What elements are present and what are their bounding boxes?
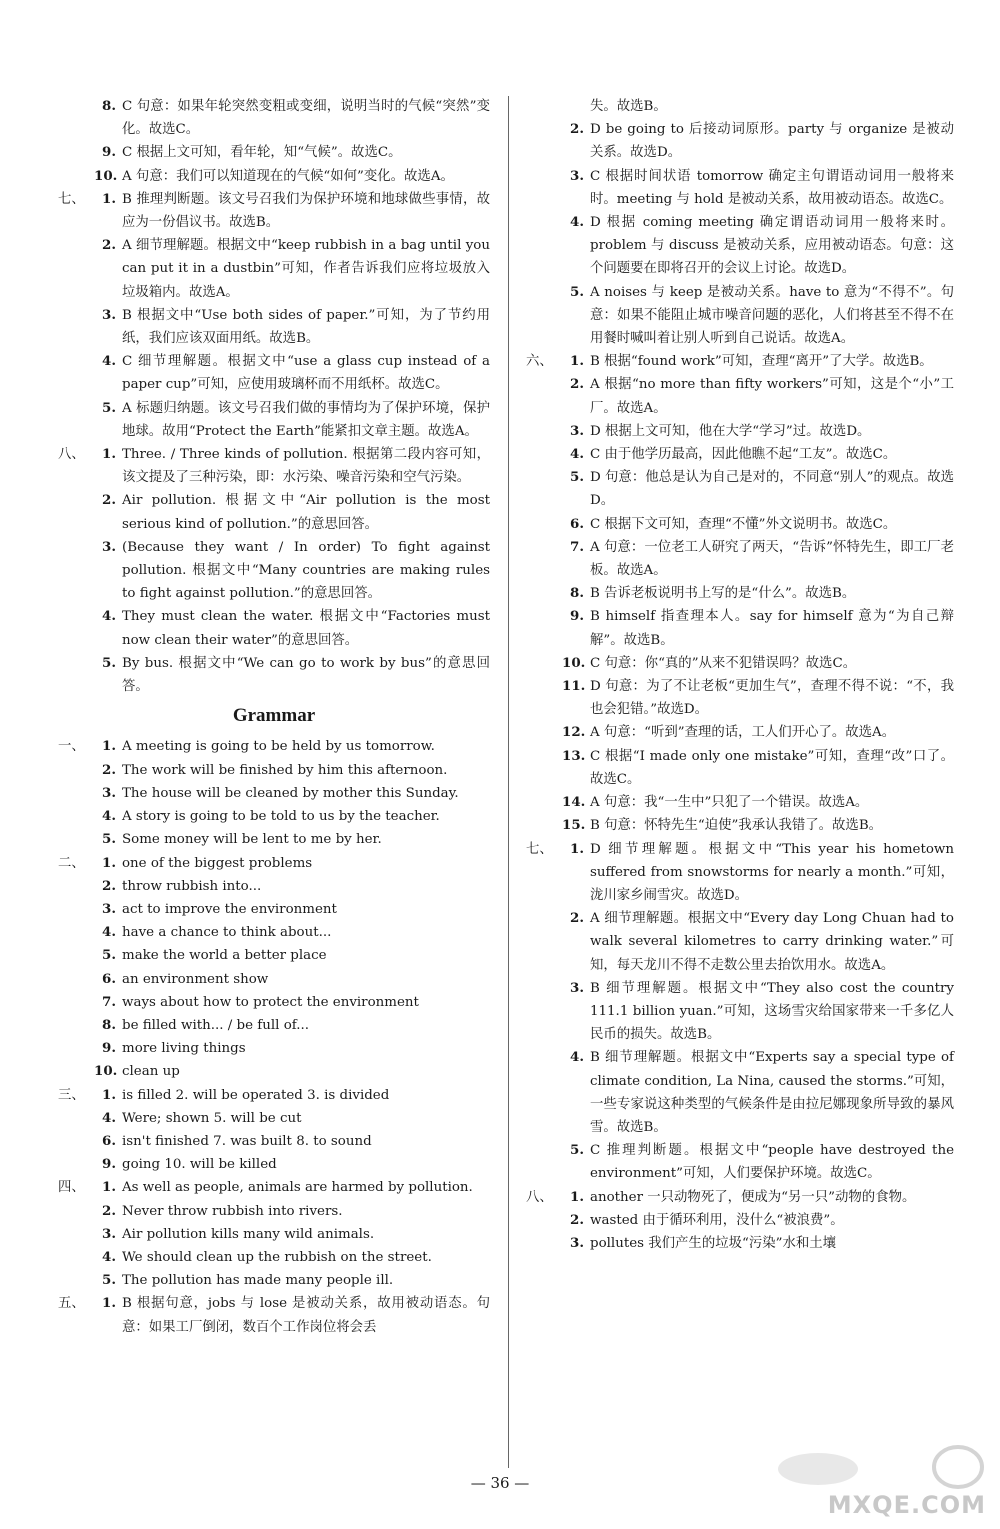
question-number: 1. <box>570 1188 584 1205</box>
question-number: 1. <box>570 353 584 370</box>
answer-item <box>526 1209 954 1232</box>
answer-text: A 标题归纳题。该文号召我们做的事情均为了保护环境，保护地球。故用“Protect the Earth”能紧扣文章主题。故选A。 <box>122 400 490 439</box>
answer-item <box>58 605 490 651</box>
question-number: 3. <box>570 167 584 184</box>
answer-item <box>526 1046 954 1139</box>
answer-text: pollutes 我们产生的垃圾“污染”水和土壤 <box>590 1235 837 1251</box>
question-number: 5. <box>102 947 116 964</box>
question-number: 9. <box>570 608 584 625</box>
answer-text: B 推理判断题。该文号召我们为保护环境和地球做些事情，故应为一份倡议书。故选B。 <box>122 191 490 231</box>
answer-item <box>58 735 490 758</box>
answer-list-grammar <box>58 735 490 1338</box>
question-number: 4. <box>102 1248 116 1265</box>
question-number: 3. <box>102 784 116 801</box>
answer-text: By bus. 根据文中“We can go to work by bus”的意思回答。 <box>122 655 490 695</box>
answer-item <box>526 536 954 582</box>
answer-item <box>526 118 954 164</box>
answer-item <box>58 921 490 944</box>
section-number: 八、 <box>58 447 85 463</box>
section-number: 二、 <box>58 855 85 871</box>
answer-item <box>58 898 490 921</box>
answer-item <box>58 188 490 234</box>
section-number: 七、 <box>526 841 553 857</box>
question-number: 1. <box>102 854 116 871</box>
question-number: 10. <box>562 654 586 671</box>
answer-text: C 根据上文可知，看年轮，知“气候”。故选C。 <box>122 145 402 161</box>
answer-text: Air pollution kills many wild animals. <box>122 1226 375 1242</box>
answer-text: A 细节理解题。根据文中“keep rubbish in a bag until you can put it in a dustbin”可知，作者告诉我们应将垃圾放入垃圾箱内。故选A。 <box>122 238 490 300</box>
answer-text: A meeting is going to be held by us tomorrow. <box>122 739 435 755</box>
section-number: 八、 <box>526 1189 553 1205</box>
answer-text: another 一只动物死了，便成为“另一只”动物的食物。 <box>590 1189 916 1205</box>
question-number: 8. <box>570 585 584 602</box>
answer-text: B 根据“found work”可知，查理“离开”了大学。故选B。 <box>590 354 933 370</box>
answer-item <box>526 1139 954 1185</box>
question-number: 14. <box>562 794 586 811</box>
answer-list-left <box>58 95 490 698</box>
answer-text: D 句意：为了不让老板“更加生气”，查理不得不说：“不，我也会犯错。”故选D。 <box>590 679 954 718</box>
question-number: 6. <box>102 970 116 987</box>
answer-text: A story is going to be told to us by the teacher. <box>122 809 440 825</box>
question-number: 2. <box>102 877 116 894</box>
answer-text: D 根据 coming meeting 确定谓语动词用一般将来时。problem 与 discuss 是被动关系，应用被动语态。句意：这个问题要在即将召开的会议上讨论。故选D。 <box>590 215 954 277</box>
continued-text: 失。故选B。 <box>590 99 667 114</box>
column-divider <box>508 96 509 1468</box>
answer-text: ways about how to protect the environment <box>122 994 419 1010</box>
answer-text: C 句意：你“真的”从来不犯错误吗？故选C。 <box>590 655 857 671</box>
left-column <box>58 95 490 1339</box>
answer-item <box>58 782 490 805</box>
question-number: 4. <box>102 353 116 370</box>
answer-text: one of the biggest problems <box>122 855 313 871</box>
answer-item <box>58 1200 490 1223</box>
answer-text: throw rubbish into... <box>122 878 262 894</box>
answer-item <box>58 165 490 188</box>
answer-text: The work will be finished by him this afternoon. <box>122 762 448 778</box>
question-number: 11. <box>562 678 586 695</box>
answer-item <box>58 944 490 967</box>
answer-item <box>58 1130 490 1153</box>
question-number: 3. <box>570 1234 584 1251</box>
answer-item <box>58 1107 490 1130</box>
question-number: 9. <box>102 1040 116 1057</box>
answer-item <box>526 838 954 908</box>
question-number: 1. <box>102 446 116 463</box>
answer-text: A 句意：“听到”查理的话，工人们开心了。故选A。 <box>590 725 896 741</box>
question-number: 6. <box>102 1132 116 1149</box>
answer-item <box>58 852 490 875</box>
answer-item <box>58 304 490 350</box>
answer-item <box>58 1014 490 1037</box>
answer-item <box>58 489 490 535</box>
answer-item <box>526 211 954 281</box>
answer-item <box>58 1176 490 1199</box>
question-number: 8. <box>102 98 116 114</box>
answer-item <box>58 350 490 396</box>
answer-text: Were; shown 5. will be cut <box>122 1110 302 1126</box>
question-number: 4. <box>570 446 584 463</box>
answer-item <box>58 397 490 443</box>
answer-text: be filled with... / be full of... <box>122 1017 310 1033</box>
question-number: 4. <box>102 1109 116 1126</box>
question-number: 5. <box>102 1272 116 1289</box>
answer-item <box>526 281 954 351</box>
answer-text: The house will be cleaned by mother this Sunday. <box>122 785 459 801</box>
answer-item <box>58 95 490 141</box>
question-number: 2. <box>102 492 116 509</box>
answer-item <box>58 805 490 828</box>
answer-item <box>526 791 954 814</box>
answer-text: The pollution has made many people ill. <box>122 1273 394 1289</box>
question-number: 5. <box>102 831 116 848</box>
question-number: 4. <box>102 924 116 941</box>
question-number: 2. <box>570 376 584 393</box>
answer-item <box>526 814 954 837</box>
answer-text: act to improve the environment <box>122 901 337 917</box>
answer-item <box>526 373 954 419</box>
answer-item <box>58 991 490 1014</box>
answer-item <box>58 234 490 304</box>
question-number: 9. <box>102 1156 116 1173</box>
answer-text: Never throw rubbish into rivers. <box>122 1203 343 1219</box>
question-number: 3. <box>570 979 584 996</box>
question-number: 2. <box>570 121 584 138</box>
answer-text: B himself 指查理本人。say for himself 意为“为自己辩解”。故选B。 <box>590 609 954 648</box>
question-number: 1. <box>570 840 584 857</box>
answer-item <box>526 1186 954 1209</box>
answer-item <box>58 1223 490 1246</box>
question-number: 1. <box>102 738 116 755</box>
question-number: 7. <box>102 993 116 1010</box>
answer-text: B 根据句意，jobs 与 lose 是被动关系，故用被动语态。句意：如果工厂倒闭，数百个工作岗位将会丢 <box>122 1296 490 1335</box>
answer-item <box>58 1246 490 1269</box>
answer-item <box>526 907 954 977</box>
answer-text: D 句意：他总是认为自己是对的，不同意“别人”的观点。故选D。 <box>590 470 954 509</box>
answer-item <box>58 652 490 698</box>
section-number: 六、 <box>526 354 553 370</box>
section-number: 三、 <box>58 1087 85 1103</box>
answer-item <box>526 675 954 721</box>
answer-item <box>526 652 954 675</box>
answer-item <box>526 350 954 373</box>
answer-text: more living things <box>122 1041 246 1057</box>
question-number: 7. <box>570 538 584 555</box>
answer-text: A 根据“no more than fifty workers”可知，这是个“小”工厂。故选A。 <box>590 377 954 416</box>
question-number: 9. <box>102 144 116 161</box>
question-number: 3. <box>102 538 116 555</box>
watermark-text: MXQE.COM <box>827 1491 986 1519</box>
answer-text: B 细节理解题。根据文中“Experts say a special type of climate condition, La Nina, caused the storms.”可知，一些专家说这种类型的气候条件是由拉尼娜现象所导致的暴风雪。故选B。 <box>590 1050 954 1135</box>
answer-text: B 告诉老板说明书上写的是“什么”。故选B。 <box>590 586 856 602</box>
answer-item <box>526 1232 954 1255</box>
answer-text: As well as people, animals are harmed by pollution. <box>122 1180 473 1196</box>
answer-text: B 句意：怀特先生“迫使”我承认我错了。故选B。 <box>590 818 883 834</box>
question-number: 4. <box>570 214 584 231</box>
answer-item <box>58 1153 490 1176</box>
question-number: 12. <box>562 724 586 741</box>
answer-text: A 句意：一位老工人研究了两天，“告诉”怀特先生，即工厂老板。故选A。 <box>590 539 954 579</box>
answer-text: D 根据上文可知，他在大学“学习”过。故选D。 <box>590 423 871 439</box>
question-number: 1. <box>102 1086 116 1103</box>
answer-text: an environment show <box>122 971 269 987</box>
question-number: 4. <box>102 608 116 625</box>
answer-item <box>526 513 954 536</box>
answer-item <box>58 875 490 898</box>
answer-text: Three. / Three kinds of pollution. 根据第二段内容可知，该文提及了三种污染，即：水污染、噪音污染和空气污染。 <box>122 447 490 486</box>
question-number: 13. <box>562 747 586 764</box>
question-number: 4. <box>570 1049 584 1066</box>
section-number: 四、 <box>58 1180 85 1196</box>
answer-item <box>58 1060 490 1083</box>
question-number: 3. <box>102 1225 116 1242</box>
question-number: 1. <box>102 1295 116 1312</box>
answer-item <box>526 745 954 791</box>
question-number: 5. <box>102 654 116 671</box>
answer-text: isn't finished 7. was built 8. to sound <box>122 1133 372 1149</box>
answer-item <box>526 582 954 605</box>
answer-item <box>526 977 954 1047</box>
answer-item <box>58 536 490 606</box>
answer-item <box>526 466 954 512</box>
answer-text: B 细节理解题。根据文中“They also cost the country 111.1 billion yuan.”可知，这场雪灾给国家带来一千多亿人民币的损失。故选B。 <box>590 980 954 1043</box>
answer-text: A 句意：我们可以知道现在的气候“如何”变化。故选A。 <box>122 168 454 184</box>
question-number: 10. <box>94 1063 118 1080</box>
question-number: 2. <box>102 1202 116 1219</box>
answer-text: C 细节理解题。根据文中“use a glass cup instead of a paper cup”可知，应使用玻璃杯而不用纸杯。故选C。 <box>122 354 490 393</box>
answer-text: A 句意：我“一生中”只犯了一个错误。故选A。 <box>590 795 869 811</box>
answer-text: A 细节理解题。根据文中“Every day Long Chuan had to walk several kilometres to carry drinking water.”可知，每天龙川不得不走数公里去抬饮用水。故选A。 <box>590 911 954 973</box>
section-heading-grammar: Grammar <box>232 705 316 727</box>
answer-text: C 由于他学历最高，因此他瞧不起“工友”。故选C。 <box>590 447 897 463</box>
answer-item <box>58 759 490 782</box>
question-number: 2. <box>102 761 116 778</box>
answer-text: going 10. will be killed <box>122 1157 277 1173</box>
answer-item <box>58 141 490 164</box>
answer-text: C 根据时间状语 tomorrow 确定主句谓语动词用一般将来时。meeting 与 hold 是被动关系，故用被动语态。故选C。 <box>590 168 954 207</box>
question-number: 5. <box>570 1142 584 1159</box>
answer-item <box>526 605 954 651</box>
question-number: 3. <box>102 306 116 323</box>
answer-item <box>58 443 490 489</box>
answer-text: D be going to 后接动词原形。party 与 organize 是被动关系。故选D。 <box>590 122 954 161</box>
answer-text: C 根据下文可知，查理“不懂”外文说明书。故选C。 <box>590 516 897 532</box>
answer-text: D 细节理解题。根据文中“This year his hometown suffered from snowstorms for nearly a month.”可知，泷川家乡闹雪灾。故选D。 <box>590 841 954 903</box>
answer-item <box>58 1269 490 1292</box>
answer-text: Some money will be lent to me by her. <box>122 832 382 848</box>
section-number: 一、 <box>58 739 85 755</box>
question-number: 1. <box>102 190 116 207</box>
answer-text: A noises 与 keep 是被动关系。have to 意为“不得不”。句意：如果不能阻止城市噪音问题的恶化，人们将甚至不得不在用餐时喊叫着让别人听到自己说话。故选A。 <box>590 284 954 347</box>
answer-item <box>526 721 954 744</box>
answer-text: have a chance to think about... <box>122 925 332 941</box>
answer-text: Air pollution. 根据文中“Air pollution is the most serious kind of pollution.”的意思回答。 <box>122 493 490 532</box>
question-number: 1. <box>102 1179 116 1196</box>
question-number: 15. <box>562 817 586 834</box>
page-number: — 36 — <box>470 1474 530 1492</box>
answer-item <box>58 968 490 991</box>
right-column <box>526 95 954 1255</box>
answer-item <box>526 165 954 211</box>
question-number: 5. <box>570 469 584 486</box>
question-number: 8. <box>102 1016 116 1033</box>
question-number: 5. <box>102 399 116 416</box>
answer-list-right <box>526 118 954 1255</box>
answer-text: make the world a better place <box>122 948 327 964</box>
answer-item <box>58 1037 490 1060</box>
section-number: 七、 <box>58 191 85 207</box>
question-number: 3. <box>102 900 116 917</box>
answer-text: is filled 2. will be operated 3. is divided <box>122 1087 390 1103</box>
question-number: 3. <box>570 422 584 439</box>
answer-item <box>58 1292 490 1338</box>
question-number: 10. <box>94 167 118 184</box>
answer-item <box>58 1084 490 1107</box>
answer-text: C 句意：如果年轮突然变粗或变细，说明当时的气候“突然”变化。故选C。 <box>122 99 490 138</box>
question-number: 2. <box>102 237 116 254</box>
answer-item <box>58 828 490 851</box>
question-number: 4. <box>102 808 116 825</box>
question-number: 2. <box>570 1211 584 1228</box>
answer-item <box>526 420 954 443</box>
answer-item <box>526 443 954 466</box>
answer-text: C 推理判断题。根据文中“people have destroyed the environment”可知，人们要保护环境。故选C。 <box>590 1143 954 1182</box>
question-number: 2. <box>570 910 584 927</box>
answer-text: clean up <box>122 1064 180 1080</box>
answer-text: B 根据文中“Use both sides of paper.”可知，为了节约用纸，我们应该双面用纸。故选B。 <box>122 307 490 347</box>
answer-text: They must clean the water. 根据文中“Factories must now clean their water”的意思回答。 <box>122 609 490 648</box>
answer-text: wasted 由于循环利用，没什么“被浪费”。 <box>590 1212 844 1228</box>
section-number: 五、 <box>58 1296 85 1312</box>
question-number: 5. <box>570 283 584 300</box>
answer-text: (Because they want / In order) To fight against pollution. 根据文中“Many countries are making rules to fight against pollution.”的意思回答。 <box>122 539 490 602</box>
question-number: 6. <box>570 515 584 532</box>
answer-text: We should clean up the rubbish on the street. <box>122 1249 432 1265</box>
answer-text: C 根据“I made only one mistake”可知，查理“改”口了。故选C。 <box>590 748 954 787</box>
